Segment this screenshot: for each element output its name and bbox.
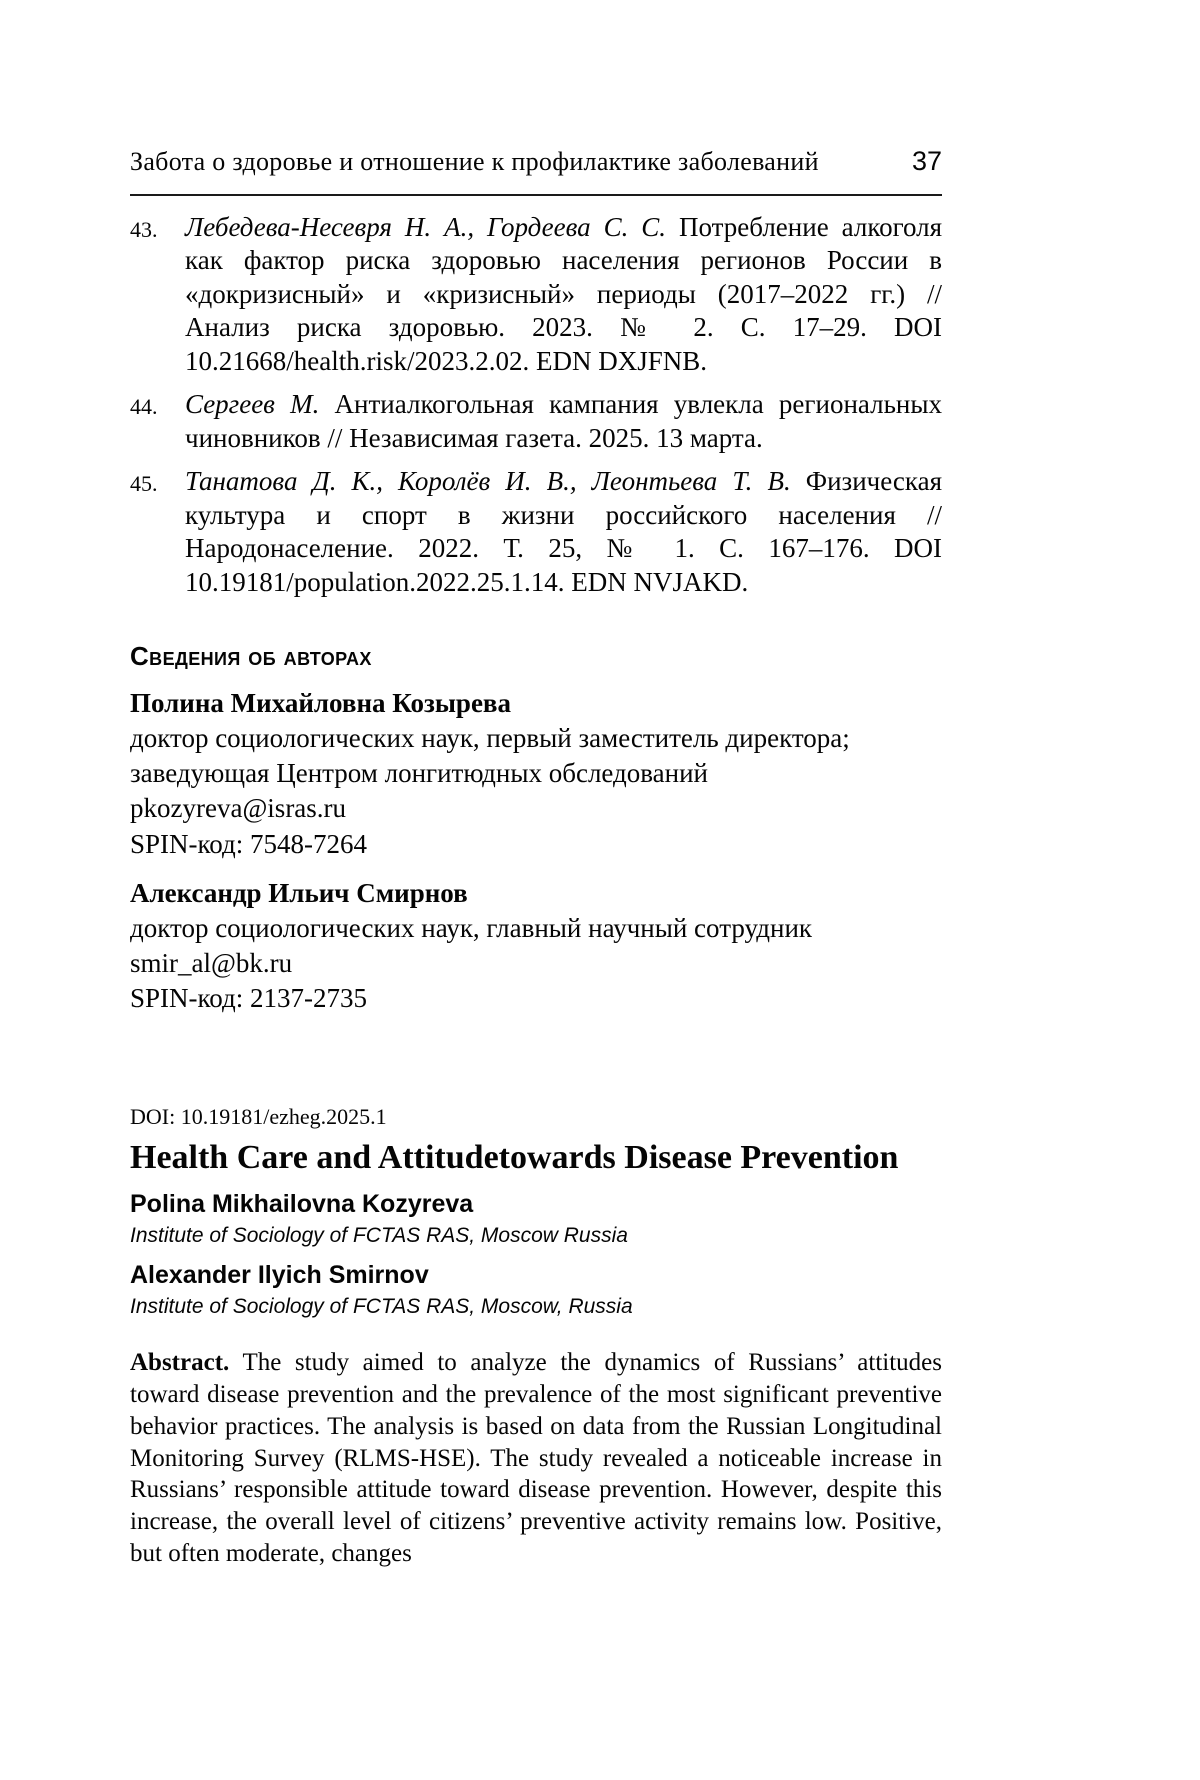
running-header <box>130 146 942 196</box>
author-position-line: доктор социологических наук, первый заместитель директора; <box>130 723 850 754</box>
reference-list <box>130 211 942 599</box>
reference-authors: Лебедева-Несевря Н. А., Гордеева С. С. <box>185 212 667 242</box>
abstract-paragraph <box>130 1347 942 1569</box>
reference-item-44 <box>130 388 942 455</box>
english-author-affiliation: Institute of Sociology of FCTAS RAS, Moscow, Russia <box>130 1295 633 1319</box>
english-author-smirnov <box>130 1260 942 1319</box>
author-block-kozyreva <box>130 686 942 861</box>
english-author-affiliation: Institute of Sociology of FCTAS RAS, Moscow Russia <box>130 1224 628 1248</box>
author-spin-code: SPIN-код: 2137-2735 <box>130 982 367 1013</box>
doi-label: DOI: <box>130 1104 176 1129</box>
authors-section-heading: Сведения об авторах <box>130 641 372 672</box>
abstract-label: Abstract. <box>130 1349 230 1377</box>
reference-authors: Сергеев М. <box>185 389 320 420</box>
english-author-name: Polina Mikhailovna Kozyreva <box>130 1190 474 1219</box>
reference-item-45 <box>130 465 942 599</box>
reference-number: 44. <box>130 394 158 420</box>
reference-text: Потребление алкоголя как фактор риска здоровью населения регионов России в «докризисный» и «кризисный» периоды (2017–2022 гг.) // Анализ риска здоровью. 2023. № 2. С. 17–29. DOI 10.21668/health.risk/2023.2.02. EDN DXJFNB. <box>185 212 943 376</box>
page-number: 37 <box>911 146 942 176</box>
abstract-text: The study aimed to analyze the dynamics of Russians’ attitudes toward disease prevention and the prevalence of the most significant preventive behavior practices. The analysis is based on data from the Russian Longitudinal Monitoring Survey (RLMS-HSE). The study revealed a noticeable increase in Russians’ responsible attitude toward disease prevention. However, despite this increase, the overall level of citizens’ preventive activity remains low. Positive, but often moderate, changes <box>130 1349 942 1567</box>
author-block-smirnov <box>130 876 942 1016</box>
author-email: smir_al@bk.ru <box>130 947 293 978</box>
reference-authors: Танатова Д. К., Королёв И. В., Леонтьева Т. В. <box>185 466 791 497</box>
english-author-kozyreva <box>130 1189 942 1248</box>
reference-text: Физическая культура и спорт в жизни российского населения // Народонаселение. 2022. Т. 25, № 1. С. 167–176. DOI 10.19181/population.2022.25.1.14. EDN NVJAKD. <box>185 466 942 597</box>
running-title: Забота о здоровье и отношение к профилактике заболеваний <box>130 147 819 176</box>
author-position-line: заведующая Центром лонгитюдных обследований <box>130 758 709 789</box>
reference-text: Антиалкогольная кампания увлекла региональных чиновников // Независимая газета. 2025. 13 марта. <box>185 389 942 453</box>
author-spin-code: SPIN-код: 7548-7264 <box>130 828 367 859</box>
reference-number: 45. <box>130 471 158 497</box>
doi-line <box>130 1104 942 1130</box>
author-name: Александр Ильич Смирнов <box>130 877 468 908</box>
authors-info-section <box>130 641 942 1016</box>
reference-number: 43. <box>130 217 158 242</box>
doi-value: 10.19181/ezheg.2025.1 <box>180 1104 387 1129</box>
author-email: pkozyreva@isras.ru <box>130 793 347 824</box>
english-metadata-section <box>130 1104 942 1570</box>
reference-item-43 <box>130 211 942 378</box>
article-title-english: Health Care and Attitudetowards Disease Prevention <box>130 1139 899 1176</box>
english-author-name: Alexander Ilyich Smirnov <box>130 1261 429 1290</box>
author-position-line: доктор социологических наук, главный научный сотрудник <box>130 912 813 943</box>
author-name: Полина Михайловна Козырева <box>130 688 512 719</box>
